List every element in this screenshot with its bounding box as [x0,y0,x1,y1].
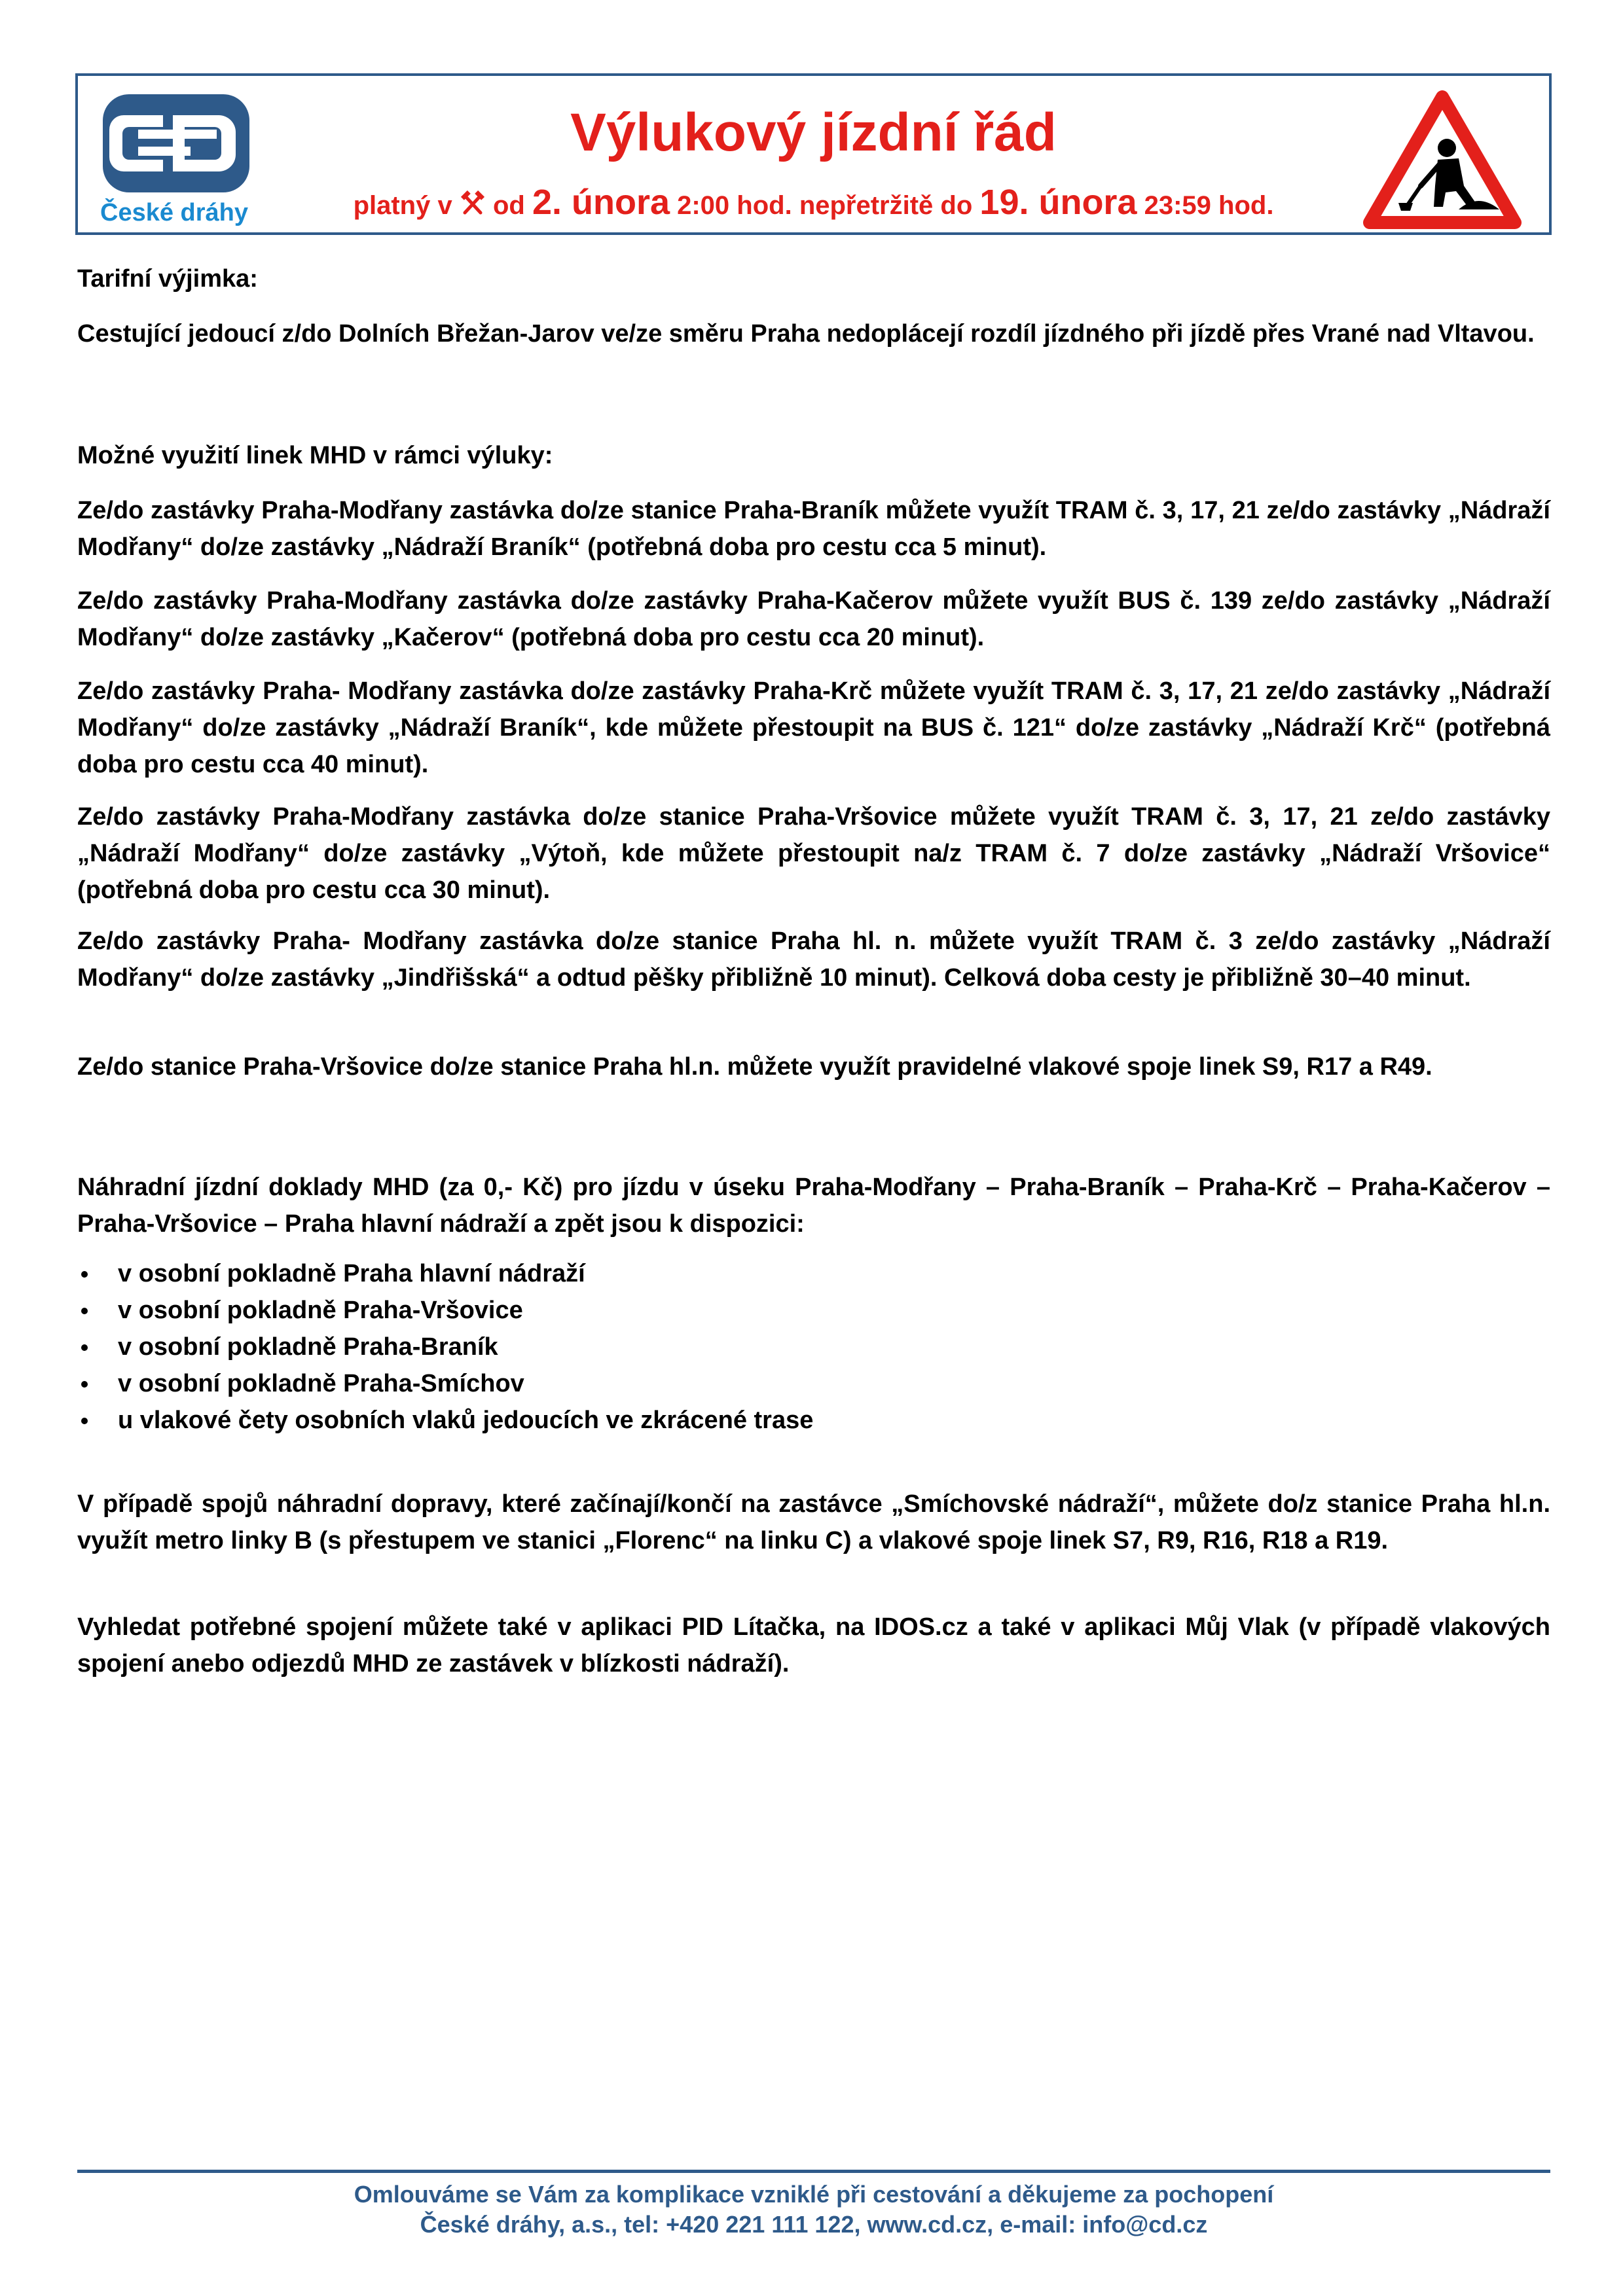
list-item-label: v osobní pokladně Praha-Vršovice [118,1297,523,1324]
footer-apology: Omlouváme se Vám za komplikace vzniklé při cestování a děkujeme za pochopení [354,2181,1274,2208]
bullet-icon [81,1418,88,1424]
validity-to-time: 23:59 hod. [1137,191,1274,220]
logo-text: České dráhy [100,199,249,226]
list-item-label: v osobní pokladně Praha-Smíchov [118,1370,524,1397]
list-item-label: v osobní pokladně Praha hlavní nádraží [118,1260,585,1287]
footer-contact: České dráhy, a.s., tel: +420 221 111 122, www.cd.cz, e-mail: info@cd.cz [420,2211,1208,2238]
smichov-paragraph: V případě spojů náhradní dopravy, které začínají/končí na zastávce „Smíchovské nádraží“, můžete do/z stanice Praha hl.n. využít metro linky B (s přestupem ve stanici „Florenc“ na linku C) a vlakové spoje linek S7, R9, R16, R18 a R19. [77,1490,1550,1554]
validity-from-word: od [492,191,532,220]
ticket-places-list [77,1255,813,1439]
route-paragraph: Ze/do zastávky Praha-Modřany zastávka do/ze zastávky Praha-Kačerov můžete využít BUS č. 139 ze/do zastávky „Nádraží Modřany“ do/ze zastávky „Kačerov“ (potřebná doba pro cestu cca 20 minut). [77,587,1550,651]
validity-to-date: 19. února [979,183,1137,222]
search-paragraph: Vyhledat potřebné spojení můžete také v aplikaci PID Lítačka, na IDOS.cz a také v aplikaci Můj Vlak (v případě vlakových spojení anebo odjezdů MHD ze zastávek v blízkosti nádraží). [77,1613,1550,1677]
bullet-icon [81,1344,88,1351]
cd-logo-icon [98,89,255,200]
route-paragraph: Ze/do zastávky Praha-Modřany zastávka do/ze stanice Praha-Braník můžete využít TRAM č. 3, 17, 21 ze/do zastávky „Nádraží Modřany“ do/ze zastávky „Nádraží Braník“ (potřebná doba pro cestu cca 5 minut). [77,497,1550,561]
mhd-heading: Možné využití linek MHD v rámci výluky: [77,442,553,469]
page-title: Výlukový jízdní řád [570,103,1057,162]
validity-prefix: platný v [353,191,452,220]
tariff-text: Cestující jedoucí z/do Dolních Břežan-Jarov ve/ze směru Praha nedoplácejí rozdíl jízdného při jízdě přes Vrané nad Vltavou. [77,320,1535,348]
footer-divider [77,2170,1550,2173]
route-paragraph: Ze/do zastávky Praha-Modřany zastávka do/ze stanice Praha-Vršovice můžete využít TRAM č. 3, 17, 21 ze/do zastávky „Nádraží Modřany“ do/ze zastávky „Výtoň, kde můžete přestoupit na/z TRAM č. 7 do/ze zastávky „Nádraží Vršovice“ (potřebná doba pro cestu cca 30 minut). [77,803,1550,904]
tickets-paragraph: Náhradní jízdní doklady MHD (za 0,- Kč) pro jízdu v úseku Praha-Modřany – Praha-Braník – Praha-Krč – Praha-Kačerov – Praha-Vršovice – Praha hlavní nádraží a zpět jsou k dispozici: [77,1174,1550,1238]
bullet-icon [81,1381,88,1388]
list-item [77,1255,813,1292]
tariff-heading: Tarifní výjimka: [77,265,258,293]
validity-line [274,182,1353,223]
header-box [75,73,1552,235]
route-paragraph: Ze/do stanice Praha-Vršovice do/ze stanice Praha hl.n. můžete využít pravidelné vlakové spoje linek S9, R17 a R49. [77,1053,1432,1081]
list-item [77,1402,813,1439]
list-item [77,1329,813,1365]
list-item-label: u vlakové čety osobních vlaků jedoucích ve zkrácené trase [118,1407,814,1434]
validity-from-date: 2. února [532,183,670,222]
hammer-pick-icon [460,190,486,217]
route-paragraph: Ze/do zastávky Praha- Modřany zastávka do/ze stanice Praha hl. n. můžete využít TRAM č. 3 ze/do zastávky „Nádraží Modřany“ do/ze zastávky „Jindřišská“ a odtud pěšky přibližně 10 minut). Celková doba cesty je přibližně 30–40 minut. [77,927,1550,992]
list-item [77,1365,813,1402]
roadworks-warning-icon [1360,88,1524,232]
list-item [77,1292,813,1329]
cd-logo [98,89,255,226]
bullet-icon [81,1308,88,1314]
list-item-label: v osobní pokladně Praha-Braník [118,1333,498,1361]
route-paragraph: Ze/do zastávky Praha- Modřany zastávka do/ze zastávky Praha-Krč můžete využít TRAM č. 3, 17, 21 ze/do zastávky „Nádraží Modřany“ do/ze zastávky „Nádraží Braník“, kde můžete přestoupit na BUS č. 121“ do/ze zastávky „Nádraží Krč“ (potřebná doba pro cestu cca 40 minut). [77,677,1550,778]
validity-from-time: 2:00 hod. nepřetržitě do [670,191,980,220]
bullet-icon [81,1271,88,1278]
